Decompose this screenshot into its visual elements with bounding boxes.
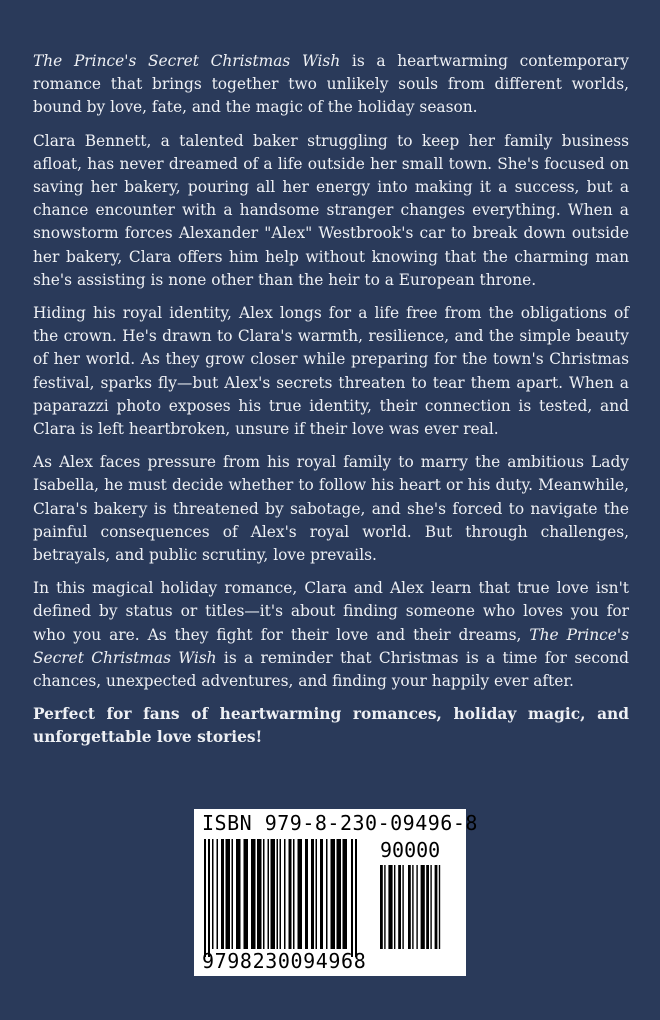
barcode-bar xyxy=(380,865,383,949)
barcode-bar xyxy=(221,839,224,949)
barcode-bar xyxy=(394,865,395,949)
barcode-bar xyxy=(251,839,256,949)
barcode-bar xyxy=(289,839,292,949)
barcode-bar xyxy=(217,839,219,949)
barcode-bar xyxy=(236,839,241,949)
blurb-paragraph-5 xyxy=(33,577,629,693)
barcode-bar xyxy=(226,839,231,949)
blurb-paragraph-5-after: is a reminder that Christmas is a time for second chances, unexpected adventures, and finding your happily ever after. xyxy=(33,648,629,691)
barcode-bar xyxy=(421,865,425,949)
barcode-bar xyxy=(244,839,249,949)
barcode-bar xyxy=(284,839,286,949)
book-title-italic: The Prince's Secret Christmas Wish xyxy=(33,52,341,70)
barcode-bar xyxy=(311,839,314,949)
barcode-bar xyxy=(439,865,440,949)
barcode-bar xyxy=(293,839,295,949)
barcode-bar xyxy=(408,865,411,949)
blurb-paragraph-1 xyxy=(33,50,629,120)
barcode-bar xyxy=(343,839,348,949)
ean-digits: 9798230094968 xyxy=(202,949,367,973)
barcode-bar xyxy=(326,839,328,949)
blurb-paragraph-5-before: In this magical holiday romance, Clara and Alex learn that true love isn't defined by status or titles—it's about finding someone who loves you for who you are. As they fight for their love and their dreams, xyxy=(33,579,629,644)
isbn-barcode xyxy=(194,809,478,976)
barcode-bar xyxy=(426,865,429,949)
book-title-italic: The Prince's Secret Christmas Wish xyxy=(33,625,629,667)
barcode-bar xyxy=(263,839,265,949)
price-code: 90000 xyxy=(380,838,441,862)
barcode-bar xyxy=(316,839,318,949)
barcode-bar xyxy=(412,865,413,949)
blurb-paragraph-4: As Alex faces pressure from his royal family to marry the ambitious Lady Isabella, he must decide whether to follow his heart or his duty. Meanwhile, Clara's bakery is threatened by sabotage, and she's forced to navigate the painful consequences of Alex's royal world. But through challenges, betrayals, and public scrutiny, love prevails. xyxy=(33,453,629,565)
blurb-paragraph-1-text: is a heartwarming contemporary romance that brings together two unlikely souls from different worlds, bound by love, fate, and the magic of the holiday season. xyxy=(33,52,629,117)
barcode-bar xyxy=(204,839,206,957)
barcode-bar xyxy=(212,839,214,949)
barcode-bar xyxy=(320,839,323,949)
barcode-bar xyxy=(298,839,303,949)
blurb-paragraph-3: Hiding his royal identity, Alex longs for a life free from the obligations of the crown. He's drawn to Clara's warmth, resilience, and the simple beauty of her world. As they grow closer while preparing for the town's Christmas festival, sparks fly—but Alex's secrets threaten to tear them apart. When a paparazzi photo exposes his true identity, their connection is tested, and Clara is left heartbroken, unsure if their love was ever real. xyxy=(33,304,629,439)
blurb-paragraph-2: Clara Bennett, a talented baker struggling to keep her family business afloat, has never dreamed of a life outside her small town. She's focused on saving her bakery, pouring all her energy into making it a success, but a chance encounter with a handsome stranger changes everything. When a snowstorm forces Alexander "Alex" Westbrook's car to break down outside her bakery, Clara offers him help without knowing that the charming man she's assisting is none other than the heir to a European throne. xyxy=(33,131,629,289)
barcode-bar xyxy=(402,865,403,949)
barcode-bar xyxy=(305,839,308,949)
barcode-bar xyxy=(337,839,342,949)
barcode-bar xyxy=(435,865,438,949)
barcode-bar xyxy=(398,865,401,949)
back-cover-blurb xyxy=(33,50,629,760)
barcode-bar xyxy=(257,839,262,949)
isbn-label: ISBN 979-8-230-09496-8 xyxy=(202,811,478,835)
barcode-bar xyxy=(208,839,210,957)
barcode-bar xyxy=(280,839,282,949)
barcode-bar xyxy=(384,865,385,949)
barcode-bar xyxy=(388,865,392,949)
barcode-bar xyxy=(277,839,279,949)
barcode-bar xyxy=(430,865,431,949)
barcode-bar xyxy=(268,839,270,949)
barcode-bar xyxy=(271,839,276,949)
barcode-bar xyxy=(351,839,353,957)
blurb-tagline: Perfect for fans of heartwarming romances, holiday magic, and unforgettable love stories! xyxy=(33,705,629,747)
barcode-bar xyxy=(416,865,417,949)
barcode-bar xyxy=(355,839,357,957)
barcode-bar xyxy=(232,839,234,949)
barcode-bar xyxy=(331,839,336,949)
